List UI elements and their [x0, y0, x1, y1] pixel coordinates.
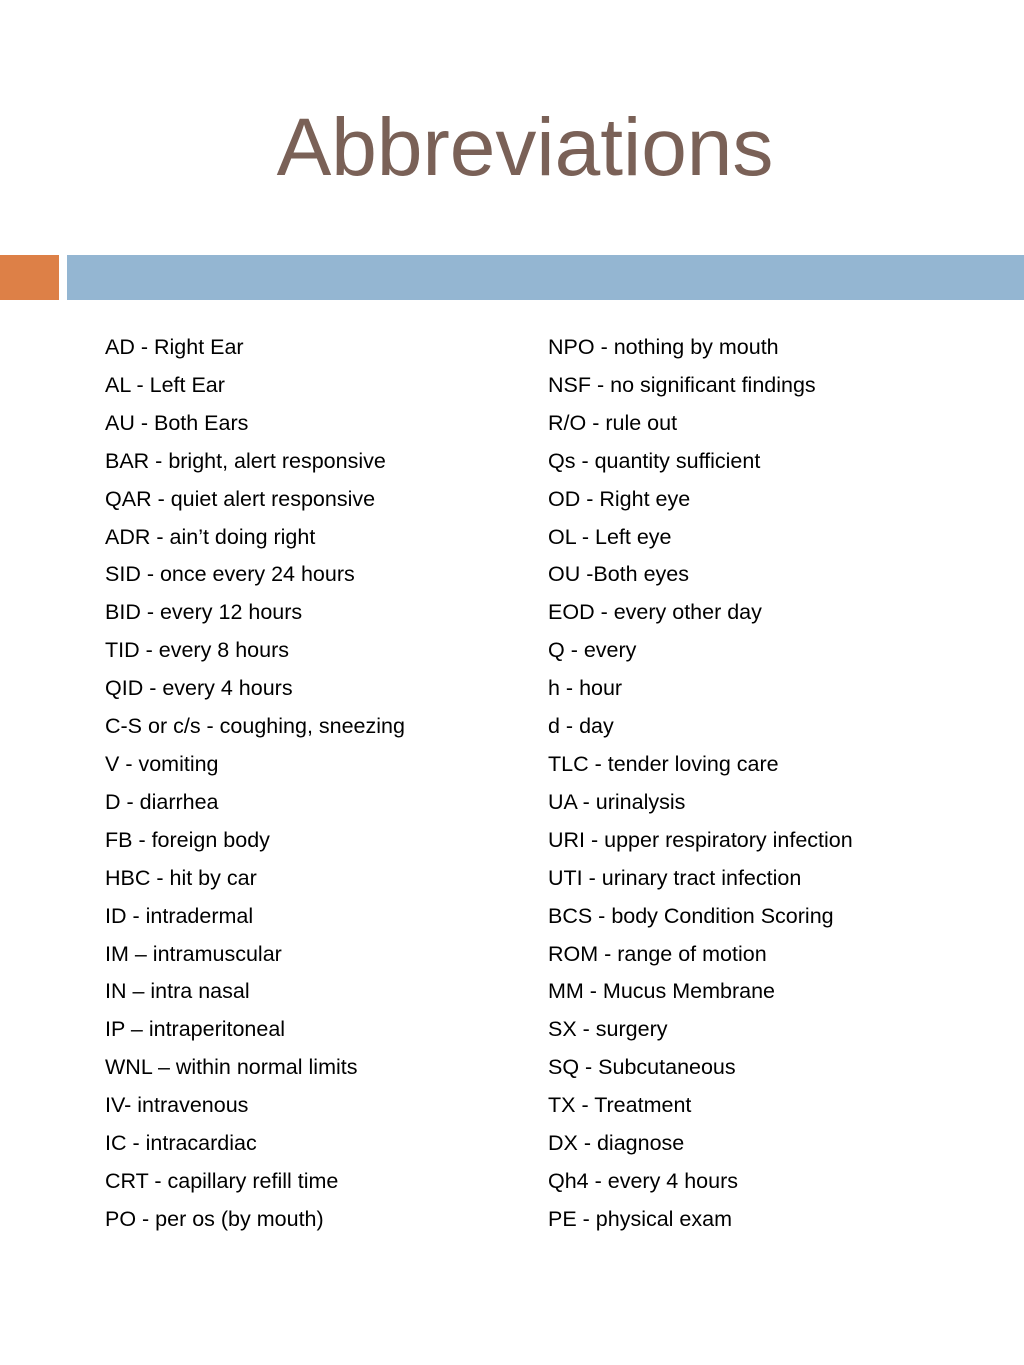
list-item: TLC - tender loving care	[548, 751, 779, 776]
list-item: IN – intra nasal	[105, 979, 250, 1004]
list-item: BID - every 12 hours	[105, 600, 303, 625]
list-item: OL - Left eye	[548, 524, 672, 549]
list-item: PE - physical exam	[548, 1206, 733, 1231]
list-item: EOD - every other day	[548, 600, 762, 625]
list-item: D - diarrhea	[105, 789, 219, 814]
list-item: FB - foreign body	[105, 827, 270, 852]
list-item: Q - every	[548, 638, 637, 663]
list-item: SQ - Subcutaneous	[548, 1055, 736, 1080]
list-item: QID - every 4 hours	[105, 676, 293, 701]
list-item: BAR - bright, alert responsive	[105, 448, 386, 473]
orange-accent-bar	[0, 255, 59, 300]
list-item: ADR - ain’t doing right	[105, 524, 316, 549]
list-item: ROM - range of motion	[548, 941, 767, 966]
abbreviation-list-right	[548, 329, 1008, 1239]
list-item: DX - diagnose	[548, 1131, 685, 1156]
list-item: HBC - hit by car	[105, 865, 257, 890]
list-item: BCS - body Condition Scoring	[548, 903, 834, 928]
list-item: IP – intraperitoneal	[105, 1017, 286, 1042]
abbreviation-list-left	[105, 329, 525, 1239]
list-item: CRT - capillary refill time	[105, 1168, 339, 1193]
list-item: URI - upper respiratory infection	[548, 827, 853, 852]
page-title: Abbreviations	[276, 102, 774, 193]
list-item: AD - Right Ear	[105, 335, 244, 359]
list-item: Qs - quantity sufficient	[548, 448, 761, 473]
list-item: MM - Mucus Membrane	[548, 979, 775, 1004]
list-item: OU -Both eyes	[548, 562, 689, 587]
blue-accent-bar	[67, 255, 1024, 300]
list-item: QAR - quiet alert responsive	[105, 486, 376, 511]
list-item: TX - Treatment	[548, 1093, 692, 1118]
list-item: UA - urinalysis	[548, 789, 686, 814]
list-item: SX - surgery	[548, 1017, 668, 1042]
list-item: h - hour	[548, 676, 623, 701]
list-item: IV- intravenous	[105, 1093, 249, 1118]
list-item: TID - every 8 hours	[105, 638, 289, 663]
list-item: WNL – within normal limits	[105, 1055, 358, 1080]
list-item: Qh4 - every 4 hours	[548, 1168, 739, 1193]
list-item: PO - per os (by mouth)	[105, 1206, 324, 1231]
list-item: IC - intracardiac	[105, 1131, 257, 1156]
list-item: NSF - no significant findings	[548, 372, 816, 397]
list-item: NPO - nothing by mouth	[548, 335, 779, 359]
list-item: AL - Left Ear	[105, 372, 225, 397]
list-item: R/O - rule out	[548, 410, 678, 435]
list-item: C-S or c/s - coughing, sneezing	[105, 714, 405, 739]
list-item: IM – intramuscular	[105, 941, 282, 966]
list-item: SID - once every 24 hours	[105, 562, 355, 587]
list-item: UTI - urinary tract infection	[548, 865, 802, 890]
list-item: AU - Both Ears	[105, 410, 249, 435]
list-item: ID - intradermal	[105, 903, 254, 928]
list-item: OD - Right eye	[548, 486, 691, 511]
list-item: V - vomiting	[105, 751, 219, 776]
list-item: d - day	[548, 714, 614, 739]
